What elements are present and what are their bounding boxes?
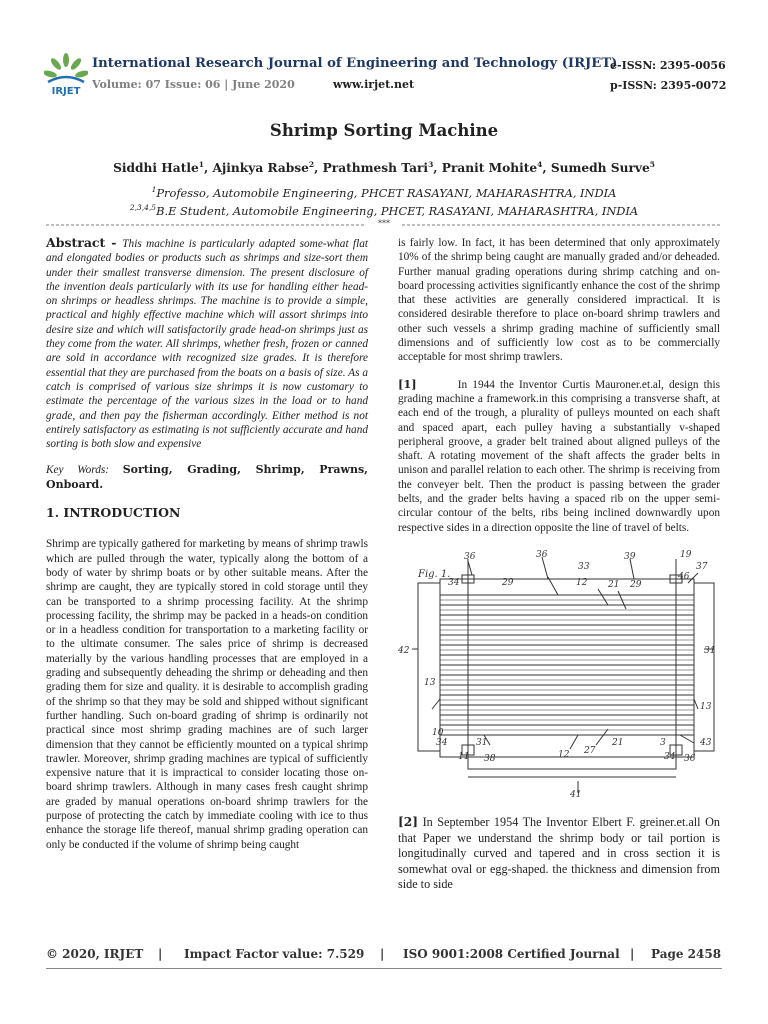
callout-41: 41 [570,789,582,799]
callout-36: 36 [464,551,476,562]
author: Ajinkya Rabse$^2$, [212,160,323,176]
callout-38: 38 [484,753,496,764]
footer-separator: | [380,947,385,961]
callout-46: 46 [678,571,690,582]
introduction-text: Shrimp are typically gathered for marketing by means of shrimp trawls which are pulled through the water, typically along the bottom of a body of water by shrimp boats or by other suitable means. After the shrimp are caught, they are typically stored in cold storage until they can be transported to a shrimp processing facility. At the shrimp processing facility, the shrimp may be packed in a heads-on condition or in a headless condition for transportation to a marketing facility or to the ultimate consumer. The sales price of shrimp is decreased materially by the various handling processes that are employed in a grading and subsequently deheading the shrimp or deheading and then grading them for size and quality. it is desirable to accomplish grading of the shrimp so that they may be sold and shipped without significant further handling. Such on-board grading of shrimp is ordinarily not practical since most shrimp grading machines are of such larger dimension that they cannot be efficiently mounted on a typical shrimp trawler. Moreover, shrimp grading machines are typical of sufficiently expensive nature that it is impractical to consider locating those on-board shrimp trawlers. Although in many cases fresh caught shrimp are graded by manual operations on-board shrimp trawlers for the purpose of protecting the catch by immediate cooling with ice to thus enhance the storage life thereof, manual shrimp grading operation can only be conducted if the volume of shrimp being caught [46,538,368,851]
footer-impact-factor: Impact Factor value: 7.529 [184,947,365,961]
callout-13: 13 [700,701,712,712]
callout-29: 29 [502,577,514,588]
callout-36: 36 [536,549,548,560]
callout-21: 21 [612,737,624,748]
paper-title: Shrimp Sorting Machine [269,121,499,140]
callout-29: 29 [630,579,642,590]
journal-header [44,50,734,100]
affiliation-2: $^{2,3,4,5}$B.E Student, Automobile Engineering, PHCET, RASAYANI, MAHARASHTRA, INDIA [129,203,639,218]
callout-19: 19 [680,549,692,560]
callout-34: 34 [436,737,448,748]
footer-iso: ISO 9001:2008 Certified Journal [403,947,620,961]
logo-text: IRJET [51,86,81,97]
author: Siddhi Hatle$^1$, [113,160,213,176]
footer-separator: | [630,947,635,961]
shrimp-grader-patent-figure [398,549,720,799]
callout-31: 31 [704,645,716,656]
reference-2 [398,815,720,893]
callout-33: 33 [578,561,590,572]
callout-39: 39 [624,551,636,562]
reference-1-text: In 1944 the Inventor Curtis Mauroner.et.al, design this grading machine a framework.in this comprising a transverse shaft, at each end of the trough, a plurality of pulleys mounted on each shaft and spaced apart, each pulley having a substantially v-shaped peripheral groove, a grader belt trained about aligned pulleys of the shaft. A rotating movement of the shaft affects the grader belts in unison and parallel relation to each other. The shrimp is receiving from the conveyer belt. Then the product is passing between the grader belts, and the grader belts having a spaced rib on the upper semi-circular contour of the belts, ribs being inclined downwardly upon respective sides in a direction opposite the line of travel of belts. [398,378,720,534]
author: Pranit Mohite$^4$, [441,160,551,176]
footer-separator: | [158,947,163,961]
reference-2-number: [2] [398,815,419,830]
abstract-text: This machine is particularly adapted some-what flat and elongated bodies or products such as shrimps and size-sort them under their smallest transverse dimension. The present disclosure of the invention deals particularly with its use for handling either head-on shrimps or headless shrimps. The machine is to provide a simple, practical and highly effective machine which will assort shrimps into desire size and which will satisfactorily grade head-on shrimps just as they come from the water. All shrimps, whether fresh, frozen or canned are sold in accordance with recognized size grades. It is therefore essential that they are purchased from the boats on a basis of size. As a catch is comprised of various size shrimps it is now customary to estimate the percentage of the various sizes in the load or to hand grade, and then pay the fisherman accordingly. Either method is not entirely satisfactory as estimating is not sufficiently accurate and hand sorting is both slow and expensive [46,238,368,451]
volume-info: Volume: 07 Issue: 06 | June 2020 [92,78,295,91]
callout-42: 42 [398,645,410,656]
callout-13: 13 [424,677,436,688]
abstract [46,236,368,451]
journal-url[interactable]: www.irjet.net [333,78,415,91]
reference-1-number: [1] [398,376,417,391]
callout-12: 12 [576,577,588,588]
title-separator [46,219,722,227]
callout-34: 34 [448,577,460,588]
right-column [398,236,720,893]
eissn: e-ISSN: 2395-0056 [610,59,726,72]
callout-11: 11 [458,751,470,762]
reference-1 [398,377,720,535]
callout-27: 27 [584,745,596,756]
pissn: p-ISSN: 2395-0072 [610,79,727,92]
callout-10: 10 [432,727,444,738]
callout-31: 31 [476,737,488,748]
footer-rule [46,968,722,969]
callout-36: 36 [684,753,696,764]
abstract-label: Abstract - [46,235,123,250]
keywords-label: Key Words: [46,464,123,477]
author: Prathmesh Tari$^3$, [322,160,442,176]
continuation-text: is fairly low. In fact, it has been determined that only approximately 10% of the shrimp being caught are manually graded and/or deheaded. Further manual grading operations during shrimp catching and on-board processing activities significantly enhance the cost of the shrimp that these activities are generally considered impractical. It is considered desirable therefore to place on-board shrimp trawlers and other such vessels a shrimp grading machine of sufficiently small dimensions and of sufficiently low cost as to be commercially acceptable for most shrimp trawlers. [398,237,720,364]
irjet-logo-icon [44,52,88,98]
footer-copyright: © 2020, IRJET [46,947,144,961]
figure-caption: Fig. 1. [418,568,451,580]
callout-34: 34 [664,751,676,762]
section-heading-introduction: 1. INTRODUCTION [46,505,181,521]
reference-2-text: In September 1954 The Inventor Elbert F. greiner.et.all On that Paper we understand the shrimp body or tail portion is longitudinally curved and tapered and in cross section it is somewhat oval or egg-shaped. the thickness and dimension from side to side [398,815,720,892]
footer-page-number: Page 2458 [651,947,722,961]
keywords [46,463,368,492]
callout-21: 21 [608,579,620,590]
author-list [0,160,768,175]
callout-12: 12 [558,749,570,760]
callout-3: 3 [660,737,666,748]
callout-43: 43 [700,737,712,748]
separator-stars: *** [378,219,390,227]
affiliation-1: $^1$Professo, Automobile Engineering, PHCET RASAYANI, MAHARASHTRA, INDIA [151,185,617,200]
callout-37: 37 [696,561,708,572]
keywords-text: Sorting, Grading, Shrimp, Prawns, Onboard. [46,463,368,491]
author: Sumedh Surve$^5$ [550,160,655,176]
journal-title: International Research Journal of Engineering and Technology (IRJET) [92,56,618,71]
left-column [46,236,368,852]
